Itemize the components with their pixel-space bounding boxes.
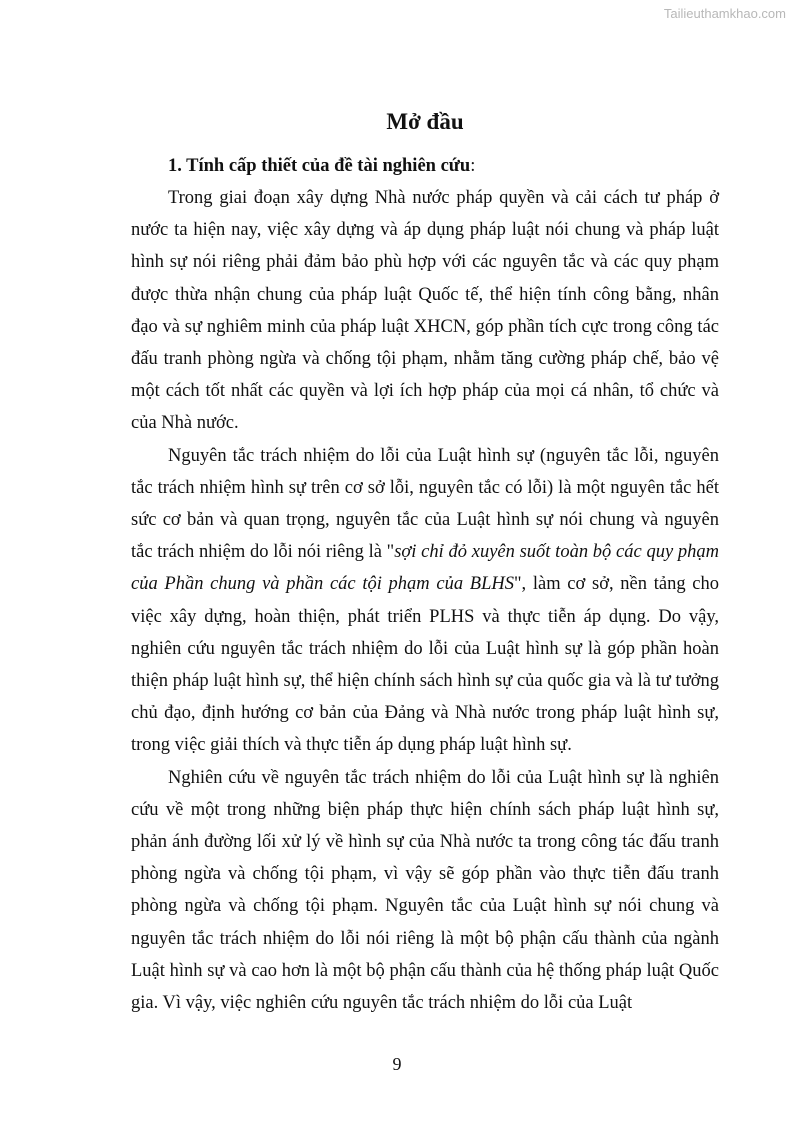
paragraph-2-text-start: Nguyên tắc trách nhiệm do lỗi của Luật hình sự (nguyên tắc lỗi, nguyên tắc trách nhiệm hình sự trên cơ sở lỗi, nguyên tắc có lỗi) là một nguyên tắc hết sức cơ bản và quan trọng, nguyên tắc của Luật hình sự nói chung và nguyên tắc trách nhiệm do lỗi nói riêng là " (131, 445, 719, 563)
paragraph-2 (131, 440, 719, 762)
page-number: 9 (392, 1054, 402, 1074)
watermark: Tailieuthamkhao.com (663, 6, 786, 21)
paragraph-2-quote: sợi chỉ đỏ xuyên suốt toàn bộ các quy phạm của Phần chung và phần các tội phạm của BLHS (131, 542, 719, 595)
paragraph-2-text-end: ", làm cơ sở, nền tảng cho việc xây dựng, hoàn thiện, phát triển PLHS và thực tiễn áp dụng. Do vậy, nghiên cứu nguyên tắc trách nhiệm do lỗi của Luật hình sự là góp phần hoàn thiện pháp luật hình sự, thể hiện chính sách hình sự của quốc gia và là tư tưởng chủ đạo, định hướng cơ bản của Đảng và Nhà nước trong pháp luật hình sự, trong việc giải thích và thực tiễn áp dụng pháp luật hình sự. (131, 574, 719, 756)
paragraph-1: Trong giai đoạn xây dựng Nhà nước pháp quyền và cải cách tư pháp ở nước ta hiện nay, việc xây dựng và áp dụng pháp luật nói chung và pháp luật hình sự nói riêng phải đảm bảo phù hợp với các nguyên tắc và các quy phạm được thừa nhận chung của pháp luật Quốc tế, thể hiện tính công bằng, nhân đạo và sự nghiêm minh của pháp luật XHCN, góp phần tích cực trong công tác đấu tranh phòng ngừa và chống tội phạm, nhằm tăng cường pháp chế, bảo vệ một cách tốt nhất các quyền và lợi ích hợp pháp của mọi cá nhân, tổ chức và của Nhà nước. (131, 188, 719, 434)
section-heading-text: 1. Tính cấp thiết của đề tài nghiên cứu (168, 156, 471, 176)
page-title: Mở đầu (386, 109, 464, 134)
paragraph-3: Nghiên cứu về nguyên tắc trách nhiệm do lỗi của Luật hình sự là nghiên cứu về một trong những biện pháp thực hiện chính sách pháp luật hình sự, phản ánh đường lối xử lý về hình sự của Nhà nước ta trong công tác đấu tranh phòng ngừa và chống tội phạm, vì vậy sẽ góp phần vào thực tiễn đấu tranh phòng ngừa và chống tội phạm. Nguyên tắc của Luật hình sự nói chung và nguyên tắc trách nhiệm do lỗi nói riêng là một bộ phận cấu thành của ngành Luật hình sự và cao hơn là một bộ phận cấu thành của hệ thống pháp luật Quốc gia. Vì vậy, việc nghiên cứu nguyên tắc trách nhiệm do lỗi của Luật (131, 767, 719, 1014)
document-page (131, 104, 719, 1019)
section-heading-suffix: : (470, 156, 476, 176)
section-heading (131, 150, 719, 182)
